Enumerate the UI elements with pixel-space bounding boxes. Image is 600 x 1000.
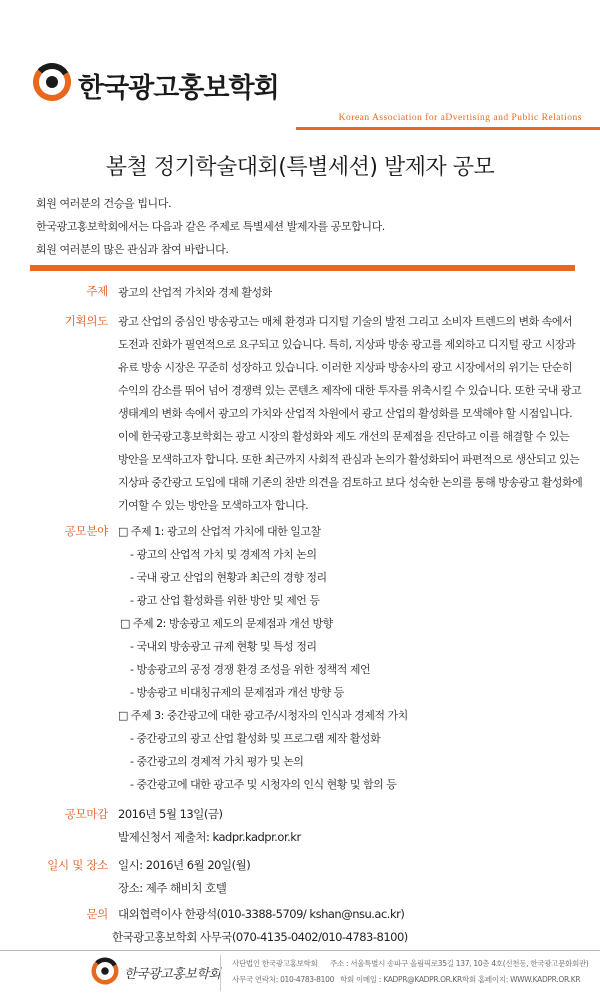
contact-line: 대외협력이사 한광석(010-3388-5709/ kshan@nsu.ac.kr)	[118, 907, 405, 921]
field-topic-heading: □ 주제 3: 중간광고에 대한 광고주/시청자의 인식과 경제적 가치	[118, 709, 408, 722]
deadline-date: 2016년 5월 13일(금)	[118, 807, 223, 821]
field-item: - 중간광고의 광고 산업 활성화 및 프로그램 제작 활성화	[130, 732, 381, 745]
purpose-line: 유료 방송 시장은 꾸준히 성장하고 있습니다. 이러한 지상파 방송사의 광고 시장에서의 위기는 단순히	[118, 361, 573, 374]
purpose-line: 광고 산업의 중심인 방송광고는 매체 환경과 디지털 기술의 발전 그리고 소비자 트렌드의 변화 속에서	[118, 315, 573, 328]
footer-email: 학회 이메일 : KADPR@KADPR.OR.KR	[340, 975, 462, 984]
greeting-line: 회원 여러분의 건승을 빕니다.	[36, 197, 172, 210]
topic-label: 주제	[86, 284, 108, 298]
field-topic-heading: □ 주제 2: 방송광고 제도의 문제점과 개선 방향	[120, 617, 333, 630]
footer-phone: 사무국 연락처: 010-4783-8100	[232, 975, 335, 984]
field-item: - 중간광고의 경제적 가치 평가 및 논의	[130, 755, 304, 768]
event-place: 장소: 제주 해비치 호텔	[118, 881, 227, 895]
footer-logo-icon	[90, 956, 120, 986]
purpose-line: 지상파 중간광고 도입에 대해 기존의 찬반 의견을 검토하고 보다 성숙한 논의를 통해 방송광고 활성화에	[118, 476, 583, 489]
footer-separator	[220, 955, 221, 991]
submission-address: 발제신청서 제출처: kadpr.kadpr.or.kr	[118, 830, 301, 844]
fields-label: 공모분야	[64, 524, 108, 538]
field-item: - 국내외 방송광고 규제 현황 및 특성 정리	[130, 640, 317, 653]
schedule-label: 일시 및 장소	[47, 858, 108, 872]
field-item: - 방송광고의 공정 경쟁 환경 조성을 위한 정책적 제언	[130, 663, 371, 676]
event-date: 일시: 2016년 6월 20일(월)	[118, 858, 251, 872]
org-name: 한국광고홍보학회	[78, 73, 279, 104]
footer-script-name: 한국광고홍보학회	[124, 967, 221, 982]
purpose-label: 기획의도	[64, 314, 108, 328]
letterhead	[0, 0, 600, 135]
purpose-line: 방안을 모색하고자 합니다. 또한 최근까지 사회적 관심과 논의가 활성화되어 파편적으로 생산되고 있는	[118, 453, 580, 466]
purpose-line: 이에 한국광고홍보학회는 광고 시장의 활성화와 제도 개선의 문제점을 진단하고 이를 해결할 수 있는	[118, 430, 570, 443]
header-divider	[296, 127, 600, 130]
deadline-label: 공모마감	[64, 807, 108, 821]
field-item: - 광고의 산업적 가치 및 경제적 가치 논의	[130, 548, 317, 561]
greeting-line: 회원 여러분의 많은 관심과 참여 바랍니다.	[36, 243, 229, 256]
purpose-line: 수익의 감소를 뛰어 넘어 경쟁력 있는 콘텐츠 제작에 대한 투자를 위축시킬 수 있습니다. 또한 국내 광고	[118, 384, 582, 397]
field-topic-heading: □ 주제 1: 광고의 산업적 가치에 대한 일고찰	[118, 525, 321, 538]
field-item: - 광고 산업 활성화를 위한 방안 및 제언 등	[130, 594, 320, 607]
footer-divider	[0, 950, 600, 951]
greeting-line: 한국광고홍보학회에서는 다음과 같은 주제로 특별세션 발제자를 공모합니다.	[36, 220, 385, 233]
purpose-line: 기여할 수 있는 방안을 모색하고자 합니다.	[118, 499, 309, 512]
contact-line: 한국광고홍보학회 사무국(070-4135-0402/010-4783-8100)	[112, 930, 408, 944]
field-item: - 중간광고에 대한 광고주 및 시청자의 인식 현황 및 함의 등	[130, 778, 397, 791]
page-title: 봄철 정기학술대회(특별세션) 발제자 공모	[105, 155, 495, 180]
org-name-english: Korean Association for aDvertising and Public Relations	[338, 113, 582, 123]
contact-label: 문의	[86, 907, 108, 921]
purpose-line: 도전과 진화가 필연적으로 요구되고 있습니다. 특히, 지상파 방송 광고를 제외하고 디지털 광고 시장과	[118, 338, 576, 351]
association-logo-icon	[32, 62, 72, 102]
purpose-line: 생태계의 변화 속에서 광고의 가치와 산업적 차원에서 광고 산업의 활성화를 모색해야 할 시점입니다.	[118, 407, 573, 420]
field-item: - 국내 광고 산업의 현황과 최근의 경향 정리	[130, 571, 327, 584]
footer-address: 주소 : 서울특별시 송파구 올림픽로35길 137, 10층 4호(신천동, 한국광고문화회관)	[330, 959, 589, 968]
section-divider	[30, 265, 575, 271]
footer-homepage: 학회 홈페이지: WWW.KADPR.OR.KR	[462, 975, 581, 984]
field-item: - 방송광고 비대칭규제의 문제점과 개선 방향 등	[130, 686, 344, 699]
footer-org: 사단법인 한국광고홍보학회	[232, 959, 318, 968]
topic-text: 광고의 산업적 가치와 경제 활성화	[118, 286, 272, 299]
